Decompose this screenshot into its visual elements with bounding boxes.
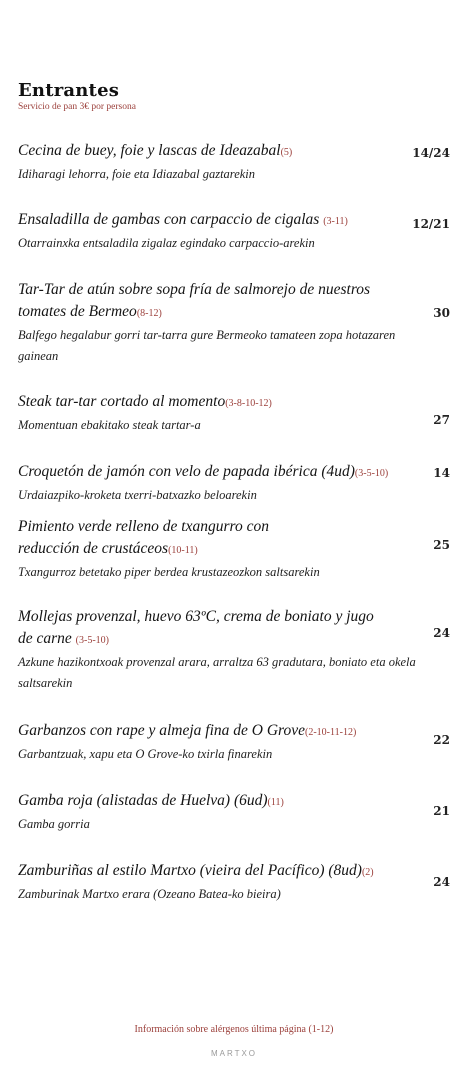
dish-name-basque: Balfego hegalabur gorri tar-tarra gure Bermeoko tamateen zopa hotazaren gainean	[18, 328, 396, 363]
dish-name: Mollejas provenzal, huevo 63ºC, crema de boniato y jugo de carne	[18, 608, 374, 647]
restaurant-logo: MARTXO	[210, 1049, 258, 1058]
section-header	[18, 80, 136, 112]
dish-name: Garbanzos con rape y almeja fina de O Grove	[18, 722, 305, 739]
dish-price: 21	[433, 804, 450, 818]
menu-item	[18, 860, 458, 905]
dish-price: 27	[433, 413, 450, 427]
dish-price: 25	[433, 538, 450, 552]
dish-name-basque: Azkune hazikontxoak provenzal arara, arraltza 63 gradutara, boniato eta okela saltsarekin	[18, 655, 416, 690]
allergen-codes: (3-5-10)	[354, 468, 389, 479]
menu-item	[18, 391, 458, 436]
menu-item	[18, 606, 458, 694]
dish-name-basque: Urdaiazpiko-kroketa txerri-batxazko beloarekin	[18, 488, 257, 502]
dish-price: 24	[433, 626, 450, 640]
allergen-codes: (2-10-11-12)	[305, 727, 357, 738]
allergen-info-note: Información sobre alérgenos última página (1-12)	[134, 1024, 334, 1035]
dish-name-basque: Zamburinak Martxo erara (Ozeano Batea-ko bieira)	[18, 887, 281, 901]
dish-name-basque: Otarrainxka entsaladila zigalaz egindako carpaccio-arekin	[18, 236, 315, 250]
menu-item	[18, 516, 458, 583]
menu-item	[18, 279, 458, 367]
allergen-codes: (10-11)	[168, 545, 198, 556]
allergen-codes: (3-5-10)	[75, 635, 109, 646]
dish-name-basque: Idiharagi lehorra, foie eta Idiazabal gaztarekin	[18, 167, 256, 181]
dish-price: 22	[433, 733, 450, 747]
menu-item	[18, 140, 458, 185]
dish-price: 14	[433, 466, 450, 480]
dish-name-basque: Garbantzuak, xapu eta O Grove-ko txirla finarekin	[18, 747, 273, 761]
dish-name: Croquetón de jamón con velo de papada ibérica (4ud)	[18, 463, 355, 480]
menu-item	[18, 720, 458, 765]
dish-name-basque: Momentuan ebakitako steak tartar-a	[18, 418, 201, 432]
dish-name-basque: Gamba gorria	[18, 817, 90, 831]
dish-price: 12/21	[412, 217, 450, 231]
dish-name: Pimiento verde relleno de txangurro con reducción de crustáceos	[18, 518, 269, 557]
allergen-codes: (2)	[361, 867, 374, 878]
dish-name: Gamba roja (alistadas de Huelva) (6ud)	[18, 792, 268, 809]
allergen-codes: (8-12)	[136, 308, 162, 319]
bread-service-note: Servicio de pan 3€ por persona	[18, 102, 136, 112]
allergen-codes: (11)	[267, 797, 284, 808]
allergen-codes: (5)	[280, 147, 293, 158]
dish-name: Tar-Tar de atún sobre sopa fría de salmorejo de nuestros tomates de Bermeo	[18, 281, 371, 320]
allergen-codes: (3-11)	[323, 216, 348, 227]
dish-name: Steak tar-tar cortado al momento	[18, 393, 226, 410]
menu-item	[18, 209, 458, 254]
section-title: Entrantes	[18, 80, 120, 101]
dish-name: Zamburiñas al estilo Martxo (vieira del Pacífico) (8ud)	[18, 862, 362, 879]
menu-item	[18, 790, 458, 835]
dish-price: 30	[433, 306, 450, 320]
menu-item	[18, 461, 458, 506]
dish-name: Ensaladilla de gambas con carpaccio de cigalas	[18, 211, 320, 228]
dish-price: 14/24	[412, 146, 450, 160]
dish-name: Cecina de buey, foie y lascas de Ideazabal	[18, 142, 281, 159]
allergen-codes: (3-8-10-12)	[225, 398, 272, 409]
dish-price: 24	[433, 875, 450, 889]
dish-name-basque: Txangurroz betetako piper berdea krustazeozkon saltsarekin	[18, 565, 320, 579]
